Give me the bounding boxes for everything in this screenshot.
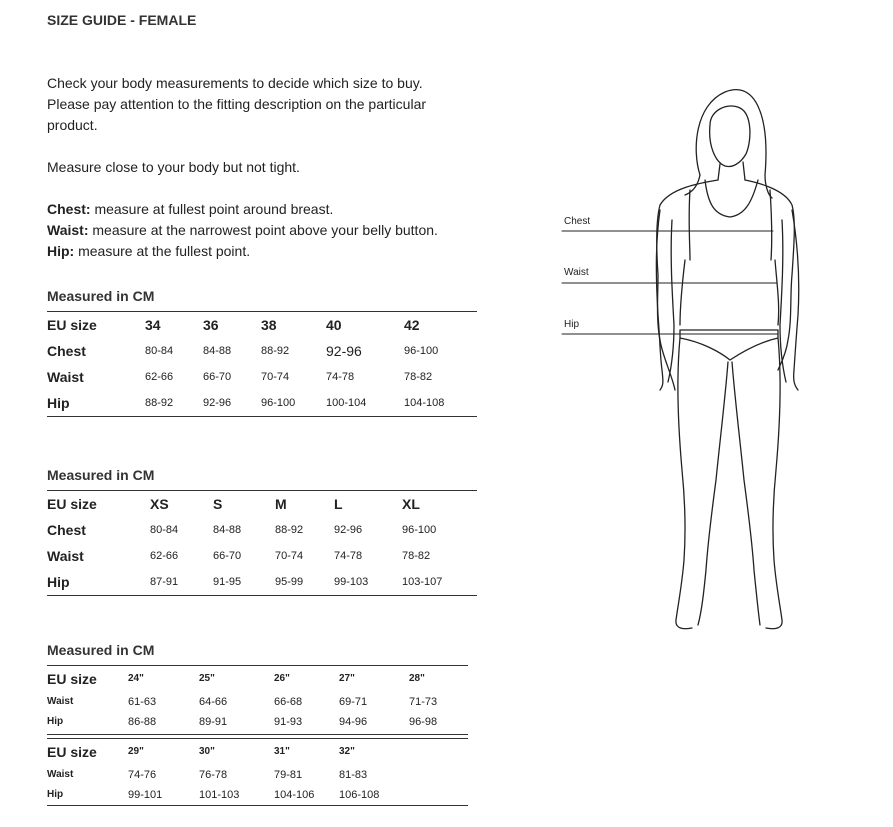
size-header: 24" (128, 673, 144, 684)
table-cell: 80-84 (150, 524, 179, 536)
hip-measure-label: Hip (564, 319, 580, 330)
table-cell: 95-99 (275, 576, 304, 588)
size-header: 29" (128, 746, 144, 757)
table-cell: 101-103 (199, 789, 240, 801)
table-row (47, 517, 477, 543)
table-cell: 78-82 (402, 550, 431, 562)
table-caption: Measured in CM (47, 467, 155, 483)
table-cell: 88-92 (275, 524, 304, 536)
table-cell: 80-84 (145, 345, 174, 357)
table-cell: 88-92 (261, 345, 290, 357)
table-row (47, 569, 477, 595)
eu-size-label: EU size (47, 744, 97, 760)
right-arm (792, 210, 799, 390)
intro-line: Please pay attention to the fitting description on the particular (47, 96, 427, 112)
right-leg (766, 338, 782, 629)
table-cell: 92-96 (203, 397, 232, 409)
size-header: XL (402, 496, 420, 512)
table-cell: 99-101 (128, 789, 163, 801)
row-label: Hip (47, 789, 64, 800)
size-header: 31" (274, 746, 290, 757)
table-cell: 104-108 (404, 397, 445, 409)
table-cell: 66-70 (213, 550, 242, 562)
table-row (47, 692, 468, 712)
row-label: Waist (47, 548, 84, 564)
size-header: 32" (339, 746, 355, 757)
left-arm-inner (668, 220, 674, 382)
table-caption: Measured in CM (47, 642, 155, 658)
table-rule (47, 595, 477, 596)
table-cell: 81-83 (339, 769, 368, 781)
eu-size-label: EU size (47, 671, 97, 687)
table-cell: 100-104 (326, 397, 367, 409)
row-label: Hip (47, 395, 70, 411)
table-cell: 61-63 (128, 696, 157, 708)
table-rule (47, 416, 477, 417)
table-cell: 103-107 (402, 576, 443, 588)
table-rule (47, 805, 468, 806)
table-cell: 92-96 (326, 343, 362, 359)
table-cell: 62-66 (150, 550, 179, 562)
table-caption: Measured in CM (47, 288, 155, 304)
row-label: Chest (47, 522, 86, 538)
torso-right (745, 180, 794, 370)
waist-outline (680, 260, 779, 325)
row-label: Waist (47, 769, 74, 780)
table-cell: 92-96 (334, 524, 363, 536)
left-leg-inner (698, 362, 728, 625)
table-row (47, 785, 468, 805)
right-leg-inner (732, 362, 760, 625)
size-header: 28" (409, 673, 425, 684)
table-header-row (47, 312, 477, 338)
table-header-row (47, 491, 477, 517)
intro-line: Check your body measurements to decide which size to buy. (47, 75, 423, 91)
table-cell: 78-82 (404, 371, 433, 383)
table-row (47, 364, 477, 390)
chest-measure-label: Chest (564, 216, 591, 227)
size-table-letter (47, 467, 477, 596)
table-cell: 88-92 (145, 397, 174, 409)
table-cell: 70-74 (261, 371, 290, 383)
size-header: 34 (145, 317, 161, 333)
left-arm (656, 210, 663, 390)
table-cell: 62-66 (145, 371, 174, 383)
chest-text: measure at fullest point around breast. (90, 201, 334, 217)
table-cell: 69-71 (339, 696, 368, 708)
table-header-row (47, 739, 468, 765)
intro-text (47, 73, 477, 262)
table-cell: 66-68 (274, 696, 303, 708)
row-label: Chest (47, 343, 86, 359)
row-label: Waist (47, 369, 84, 385)
waist-instruction (47, 220, 477, 241)
size-header: 26" (274, 673, 290, 684)
chest-instruction (47, 199, 477, 220)
size-header: 36 (203, 317, 219, 333)
table-cell: 64-66 (199, 696, 228, 708)
table-row (47, 543, 477, 569)
table-cell: 74-78 (326, 371, 355, 383)
intro-line: product. (47, 117, 98, 133)
table-cell: 87-91 (150, 576, 179, 588)
table-cell: 104-106 (274, 789, 315, 801)
table-cell: 79-81 (274, 769, 303, 781)
hip-instruction (47, 241, 477, 262)
table-cell: 74-78 (334, 550, 363, 562)
top-lines (689, 190, 772, 260)
size-header: 38 (261, 317, 277, 333)
table-cell: 74-76 (128, 769, 157, 781)
size-header: 40 (326, 317, 342, 333)
body-outline-illustration (560, 80, 800, 640)
size-header: S (213, 496, 223, 512)
size-header: M (275, 496, 287, 512)
torso-left (657, 180, 718, 390)
page-title: SIZE GUIDE - FEMALE (47, 12, 197, 28)
size-header: 42 (404, 317, 420, 333)
table-row (47, 712, 468, 732)
left-leg (676, 338, 692, 629)
table-cell: 76-78 (199, 769, 228, 781)
table-cell: 84-88 (203, 345, 232, 357)
table-cell: 96-98 (409, 716, 438, 728)
table-cell: 86-88 (128, 716, 157, 728)
waist-text: measure at the narrowest point above your belly button. (88, 222, 438, 238)
hip-term: Hip: (47, 243, 75, 259)
table-cell: 106-108 (339, 789, 380, 801)
table-cell: 96-100 (404, 345, 439, 357)
table-cell: 94-96 (339, 716, 368, 728)
waist-measure-label: Waist (564, 267, 589, 278)
row-label: Hip (47, 716, 64, 727)
table-cell: 96-100 (261, 397, 296, 409)
intro-measure-tip: Measure close to your body but not tight. (47, 159, 300, 175)
size-header: 27" (339, 673, 355, 684)
eu-size-label: EU size (47, 496, 97, 512)
waist-term: Waist: (47, 222, 89, 238)
size-table-inches (47, 642, 468, 806)
table-row (47, 765, 468, 785)
table-cell: 84-88 (213, 524, 242, 536)
eu-size-label: EU size (47, 317, 97, 333)
size-header: 25" (199, 673, 215, 684)
table-row (47, 338, 477, 364)
table-header-row (47, 666, 468, 692)
size-header: 30" (199, 746, 215, 757)
table-cell: 71-73 (409, 696, 438, 708)
table-cell: 96-100 (402, 524, 437, 536)
table-cell: 89-91 (199, 716, 228, 728)
table-cell: 91-95 (213, 576, 242, 588)
hip-text: measure at the fullest point. (74, 243, 251, 259)
size-header: XS (150, 496, 169, 512)
row-label: Waist (47, 696, 74, 707)
size-header: L (334, 496, 343, 512)
size-table-numeric (47, 288, 477, 417)
table-cell: 99-103 (334, 576, 369, 588)
chest-term: Chest: (47, 201, 91, 217)
table-cell: 91-93 (274, 716, 303, 728)
table-cell: 66-70 (203, 371, 232, 383)
table-row (47, 390, 477, 416)
face-outline (710, 106, 750, 167)
table-cell: 70-74 (275, 550, 304, 562)
row-label: Hip (47, 574, 70, 590)
top-neckline (705, 180, 758, 217)
